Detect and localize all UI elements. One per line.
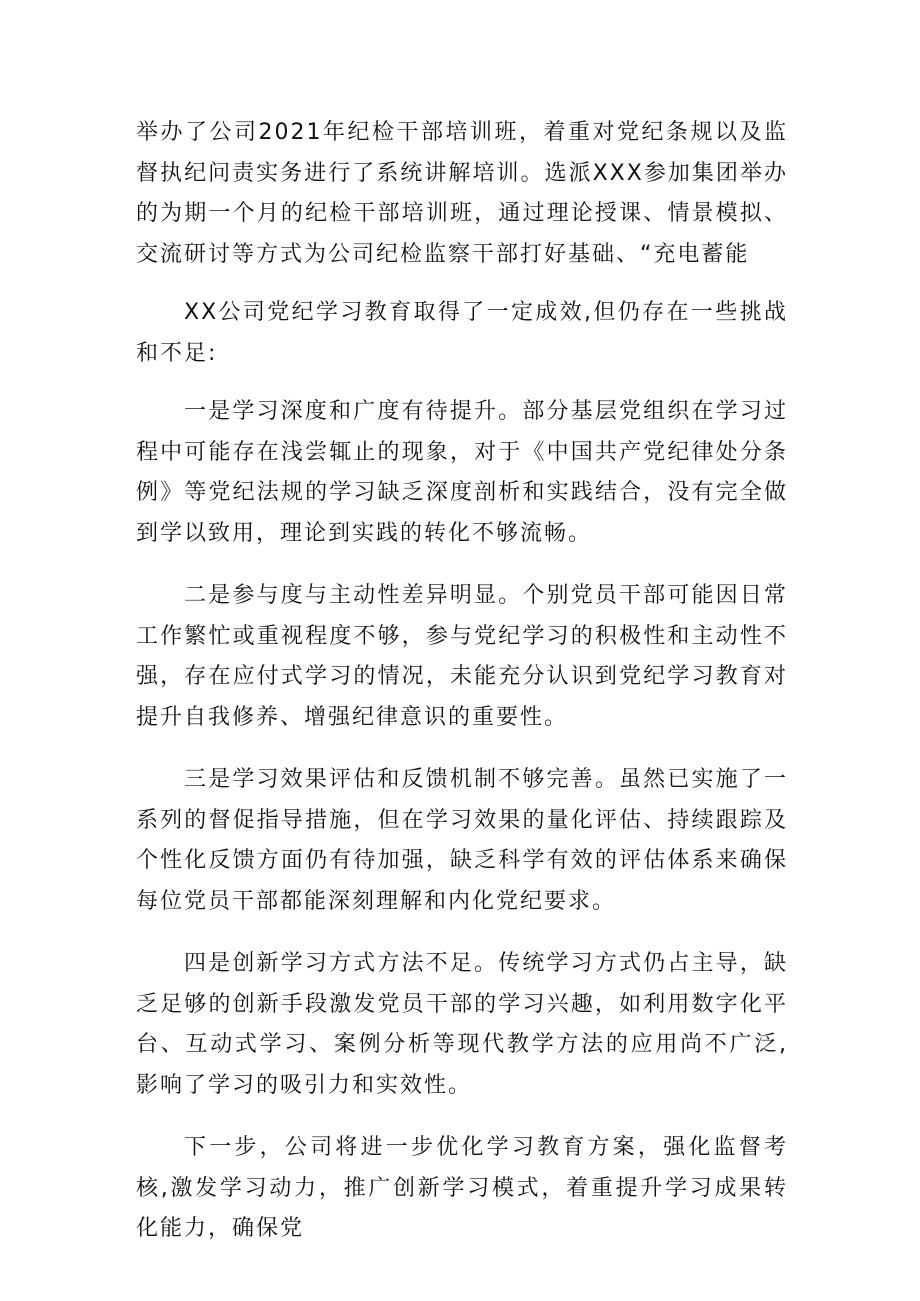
paragraph-challenges-intro: XX公司党纪学习教育取得了一定成效,但仍存在一些挑战和不足: — [136, 300, 788, 366]
paragraph-issue-innovation: 四是创新学习方式方法不足。传统学习方式仍占主导，缺乏足够的创新手段激发党员干部的学习兴趣，如利用数字化平台、互动式学习、案例分析等现代教学方法的应用尚不广泛,影响了学习的吸引力和实效性。 — [136, 951, 788, 1098]
document-body — [136, 113, 788, 1272]
paragraph-issue-depth: 一是学习深度和广度有待提升。部分基层党组织在学习过程中可能存在浅尝辄止的现象，对于《中国共产党纪律处分条例》等党纪法规的学习缺乏深度剖析和实践结合，没有完全做到学以致用，理论到实践的转化不够流畅。 — [136, 399, 788, 546]
paragraph-issue-participation: 二是参与度与主动性差异明显。个别党员干部可能因日常工作繁忙或重视程度不够，参与党纪学习的积极性和主动性不强，存在应付式学习的情况，未能充分认识到党纪学习教育对提升自我修养、增强纪律意识的重要性。 — [136, 583, 788, 730]
paragraph-training-summary: 举办了公司2021年纪检干部培训班，着重对党纪条规以及监督执纪问责实务进行了系统讲解培训。选派XXX参加集团举办的为期一个月的纪检干部培训班，通过理论授课、情景模拟、交流研讨等方式为公司纪检监察干部打好基础、“充电蓄能 — [136, 120, 788, 267]
paragraph-issue-evaluation: 三是学习效果评估和反馈机制不够完善。虽然已实施了一系列的督促指导措施，但在学习效果的量化评估、持续跟踪及个性化反馈方面仍有待加强，缺乏科学有效的评估体系来确保每位党员干部都能深刻理解和内化党纪要求。 — [136, 767, 788, 914]
paragraph-next-steps: 下一步，公司将进一步优化学习教育方案，强化监督考核,激发学习动力，推广创新学习模式，着重提升学习成果转化能力，确保党 — [136, 1135, 788, 1241]
